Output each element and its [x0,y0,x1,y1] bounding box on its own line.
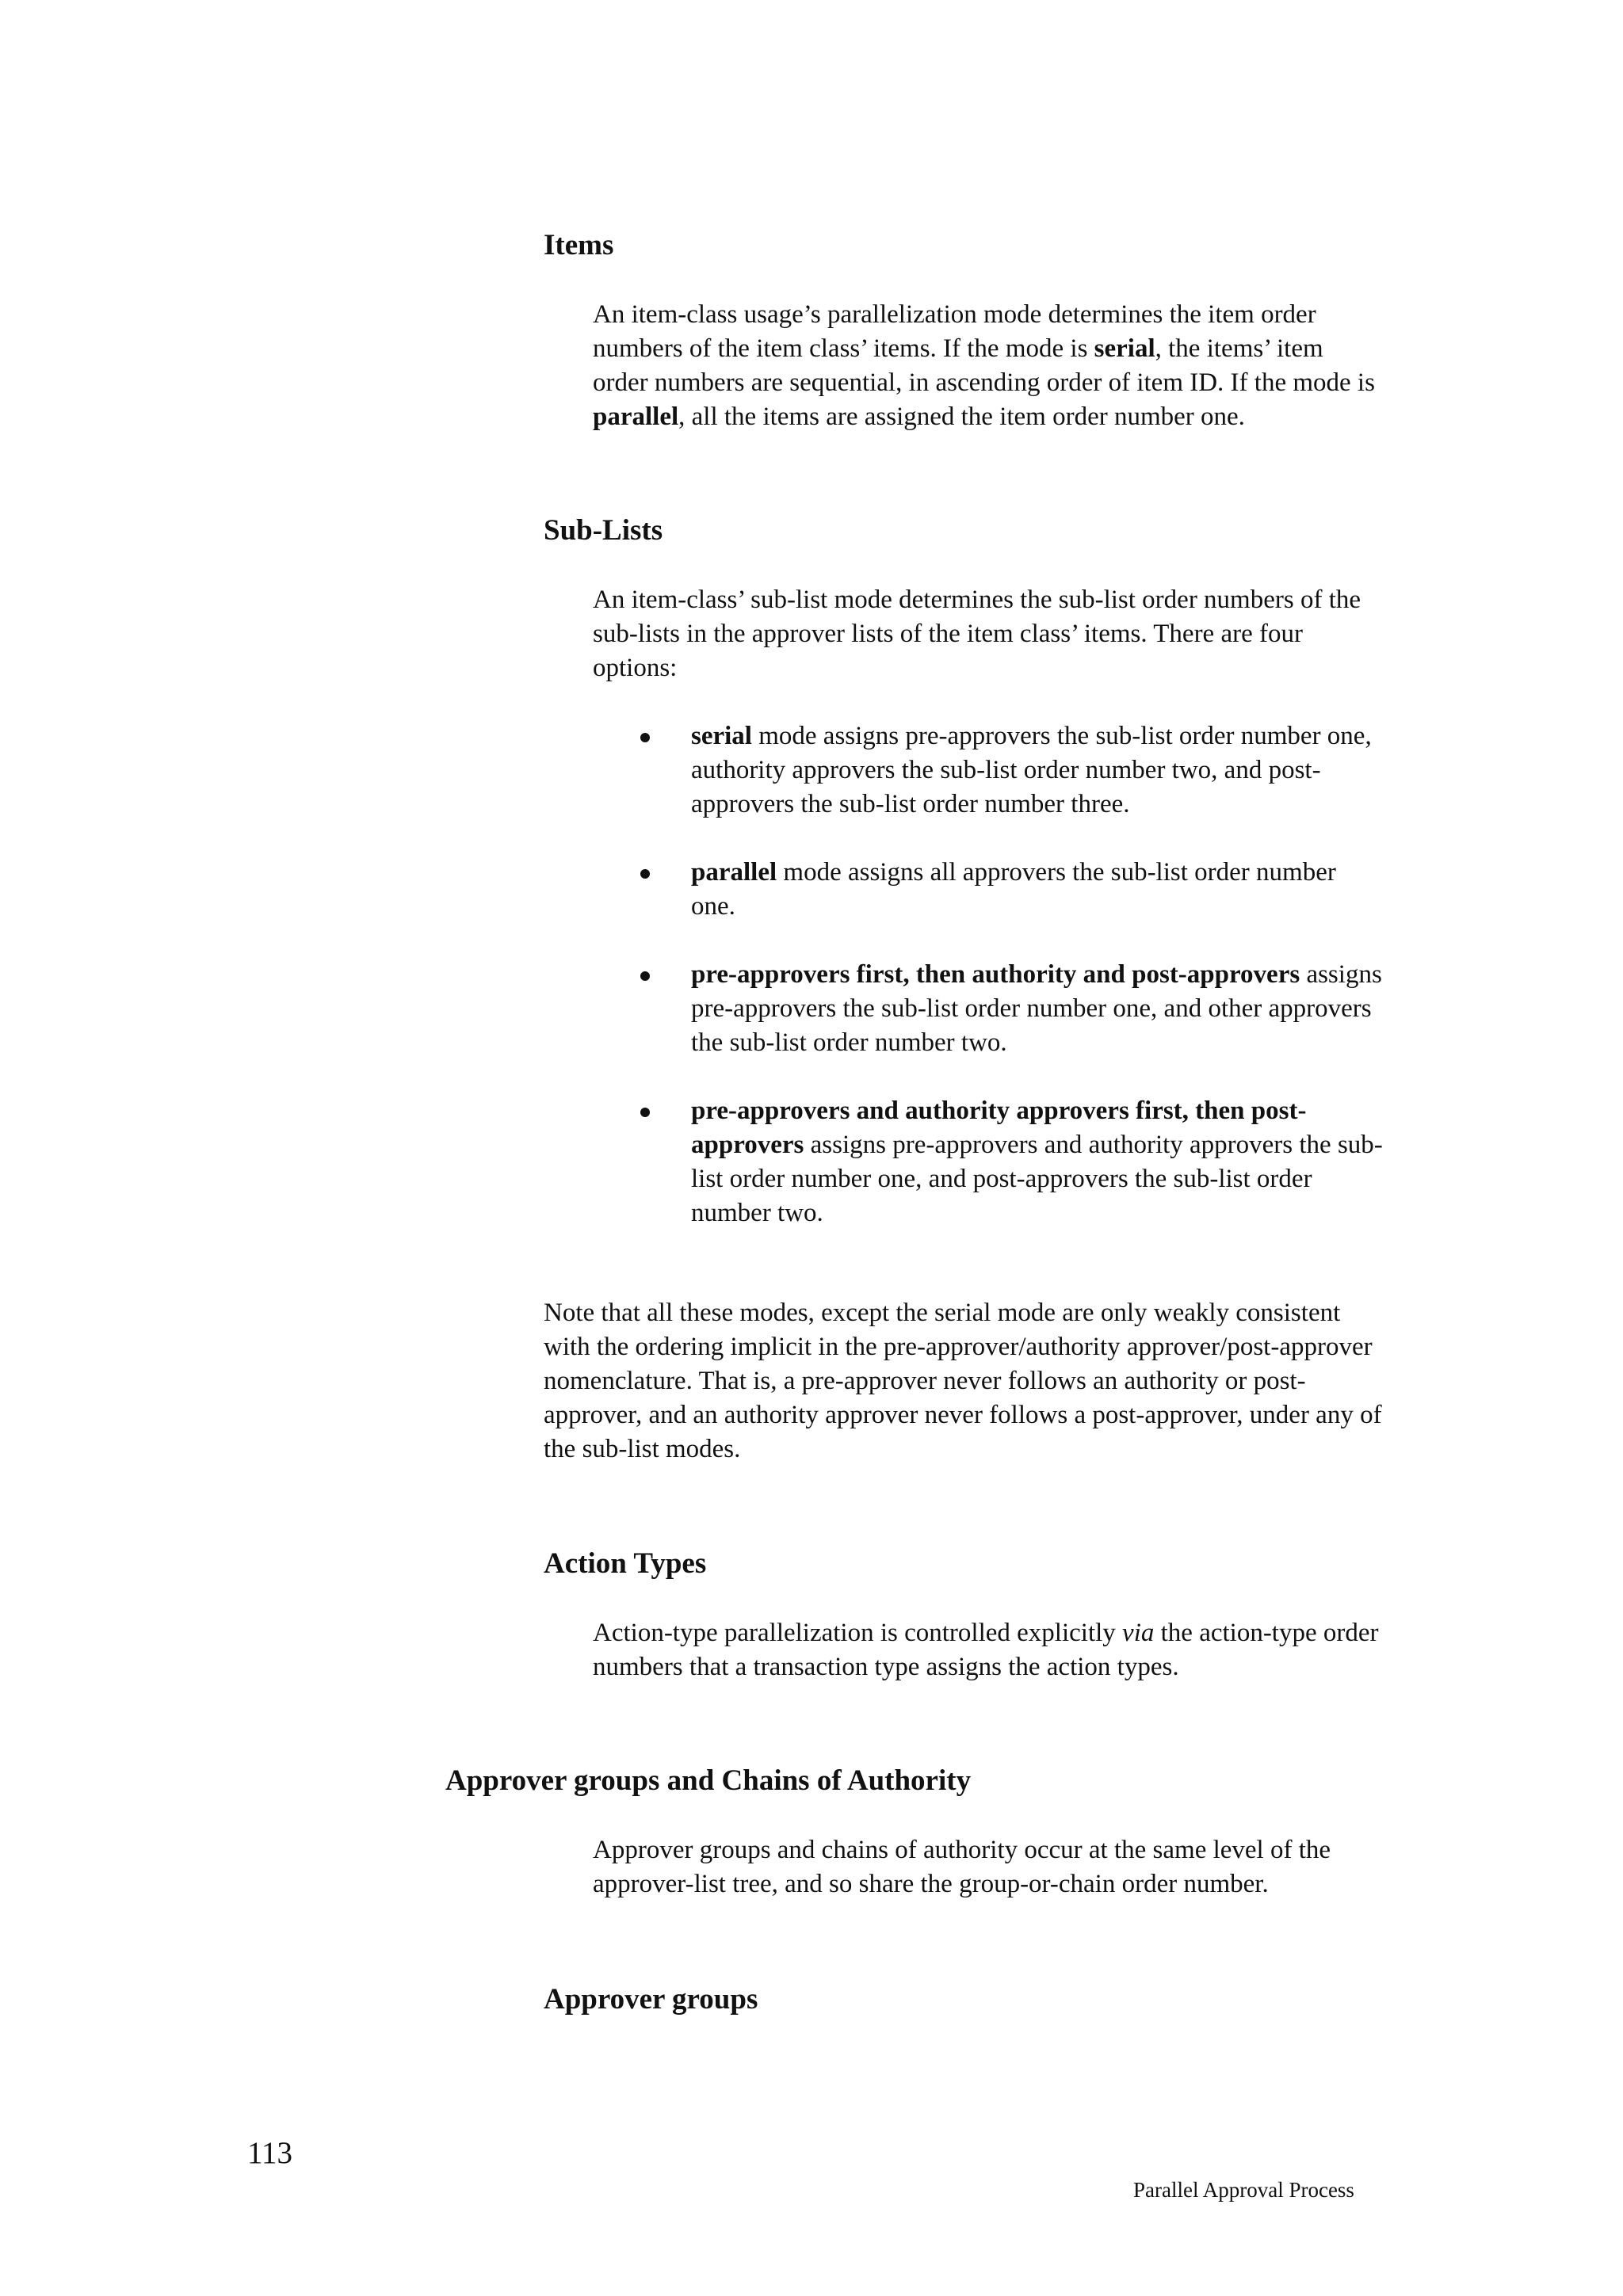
items-parallel-term: parallel [593,402,679,431]
via-term: via [1122,1619,1155,1647]
heading-approver-groups-and-chains: Approver groups and Chains of Authority [445,1764,972,1797]
sub-list-modes-list [691,719,1384,1230]
page-number: 113 [247,2136,293,2170]
sub-lists-intro: An item-class’ sub-list mode determines the sub-list order numbers of the sub-lists in the approver lists of the item class’ items. There are four options: [593,585,1361,682]
heading-action-types: Action Types [544,1547,707,1580]
items-paragraph: An item-class usage’s parallelization mode determines the item order numbers of the item class’ items. If the mode is serial, the items’ item order numbers are sequential, in ascending order of item ID. If the mode is parallel, all the items are assigned the item order number one. [593,300,1375,431]
bullet-icon [640,733,650,742]
running-footer: Parallel Approval Process [1133,2178,1354,2202]
list-item: pre-approvers and authority approvers first, then post-approvers assigns pre-approvers and authority approvers the sub-list order number one, and post-approvers the sub-list order number two. [691,1094,1384,1230]
bullet-icon [640,869,650,879]
list-item: pre-approvers first, then authority and post-approvers assigns pre-approvers the sub-list order number one, and other approvers the sub-list order number two. [691,958,1384,1060]
action-types-paragraph: Action-type parallelization is controlled explicitly via the action-type order numbers that a transaction type assigns the action types. [593,1619,1379,1681]
sub-lists-note: Note that all these modes, except the serial mode are only weakly consistent with the ordering implicit in the pre-approver/authority approver/post-approver nomenclature. That is, a pre-approver never follows an authority or post-approver, and an authority approver never follows a post-approver, under any of the sub-list modes. [544,1299,1382,1463]
heading-items: Items [544,229,614,261]
bullet-icon [640,1108,650,1117]
heading-sub-lists: Sub-Lists [544,514,663,547]
bullet-icon [640,971,650,981]
items-serial-term: serial [1094,334,1155,363]
list-item: serial mode assigns pre-approvers the sub-list order number one, authority approvers the sub-list order number two, and post-approvers the sub-list order number three. [691,719,1384,822]
groups-chains-paragraph: Approver groups and chains of authority occur at the same level of the approver-list tree, and so share the group-or-chain order number. [593,1836,1331,1898]
list-item: parallel mode assigns all approvers the sub-list order number one. [691,856,1384,924]
heading-approver-groups: Approver groups [544,1983,758,2016]
